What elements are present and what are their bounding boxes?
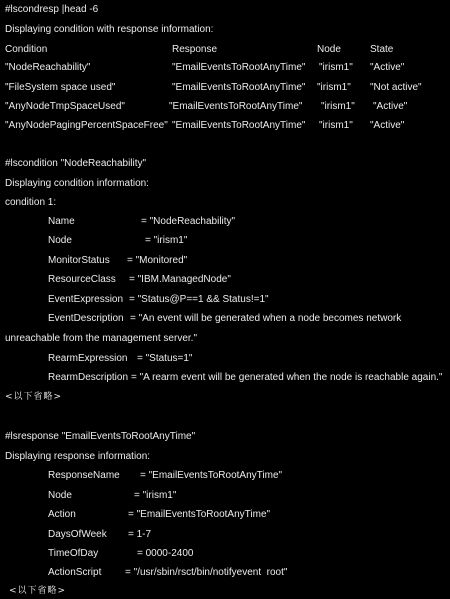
row-response: "EmailEventsToRootAnyTime" xyxy=(172,82,306,93)
property-value: = 1-7 xyxy=(128,529,152,540)
row-response: "EmailEventsToRootAnyTime" xyxy=(172,120,306,131)
property-value: = "EmailEventsToRootAnyTime" xyxy=(128,509,271,520)
row-response: "EmailEventsToRootAnyTime" xyxy=(172,62,306,73)
row-node: "irism1" xyxy=(319,120,353,131)
property-key: EventExpression xyxy=(48,294,124,305)
property-key: RearmExpression xyxy=(48,353,128,364)
property-value: = "irism1" xyxy=(134,490,177,501)
output-intro: Displaying condition information: xyxy=(5,178,149,189)
row-node: "irism1" xyxy=(319,62,353,73)
row-state: "Not active" xyxy=(370,82,422,93)
row-condition: "FileSystem space used" xyxy=(5,82,116,93)
row-condition: "NodeReachability" xyxy=(5,62,91,73)
property-value: = "irism1" xyxy=(145,235,188,246)
row-condition: "AnyNodeTmpSpaceUsed" xyxy=(5,101,125,112)
command-line: #lsresponse "EmailEventsToRootAnyTime" xyxy=(5,431,196,442)
property-key: DaysOfWeek xyxy=(48,529,107,540)
row-condition: "AnyNodePagingPercentSpaceFree" xyxy=(5,120,168,131)
property-value: = "Status=1" xyxy=(137,353,193,364)
property-value: = "NodeReachability" xyxy=(141,216,236,227)
property-key: RearmDescription xyxy=(48,372,129,383)
property-key: TimeOfDay xyxy=(48,548,99,559)
property-value: = 0000-2400 xyxy=(137,548,194,559)
property-key: ResponseName xyxy=(48,470,120,481)
omitted-marker: <以下省略> xyxy=(9,586,67,596)
property-value: = "A rearm event will be generated when the node is reachable again." xyxy=(131,372,443,383)
property-key: Node xyxy=(48,490,72,501)
property-key: ResourceClass xyxy=(48,274,116,285)
property-key: Action xyxy=(48,509,76,520)
omitted-marker: <以下省略> xyxy=(5,392,63,402)
output-intro: Displaying condition with response information: xyxy=(5,24,214,35)
property-key: Name xyxy=(48,216,75,227)
command-line: #lscondresp |head -6 xyxy=(5,4,99,15)
output-intro: Displaying response information: xyxy=(5,451,151,462)
property-value: = "An event will be generated when a node becomes network xyxy=(130,313,402,324)
property-key: ActionScript xyxy=(48,567,102,578)
property-value: = "/usr/sbin/rsct/bin/notifyevent root" xyxy=(125,567,288,578)
row-node: "irism1" xyxy=(317,82,351,93)
row-state: "Active" xyxy=(370,120,405,131)
row-state: "Active" xyxy=(370,62,405,73)
property-value: = "Monitored" xyxy=(127,255,188,266)
property-key: EventDescription xyxy=(48,313,124,324)
column-header-response: Response xyxy=(172,44,218,55)
property-key: MonitorStatus xyxy=(48,255,110,266)
column-header-node: Node xyxy=(317,44,341,55)
column-header-state: State xyxy=(370,44,394,55)
record-header: condition 1: xyxy=(5,197,57,208)
wrapped-line: unreachable from the management server." xyxy=(5,333,197,344)
row-response: "EmailEventsToRootAnyTime" xyxy=(169,101,303,112)
property-value: = "IBM.ManagedNode" xyxy=(129,274,231,285)
column-header-condition: Condition xyxy=(5,44,48,55)
property-value: = "Status@P==1 && Status!=1" xyxy=(129,294,269,305)
property-key: Node xyxy=(48,235,72,246)
command-line: #lscondition "NodeReachability" xyxy=(5,158,147,169)
row-state: "Active" xyxy=(373,101,408,112)
row-node: "irism1" xyxy=(321,101,355,112)
property-value: = "EmailEventsToRootAnyTime" xyxy=(140,470,283,481)
